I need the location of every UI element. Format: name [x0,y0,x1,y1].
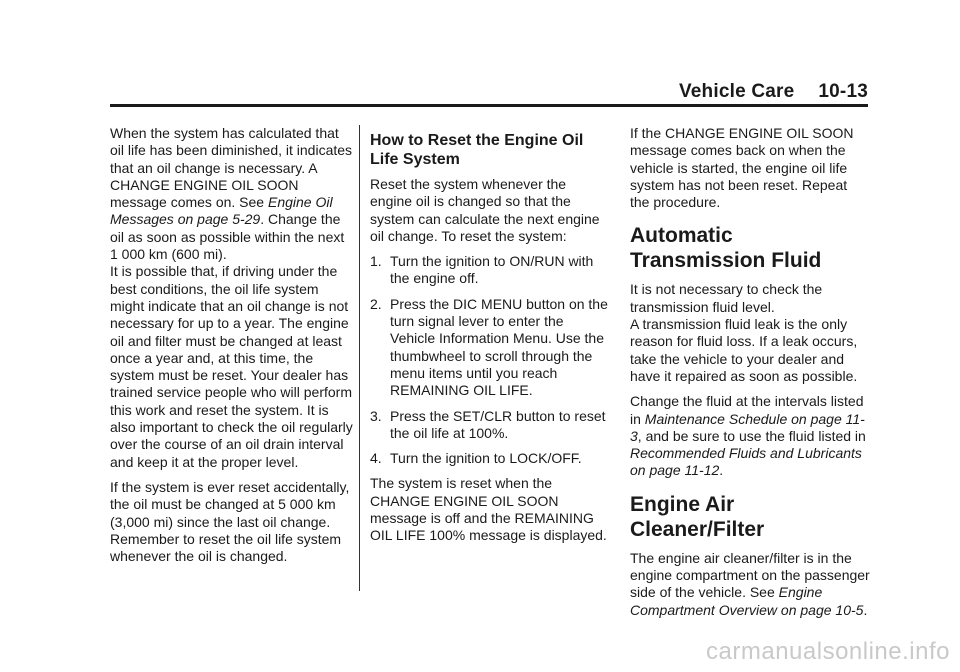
reset-steps-list [370,253,610,467]
step-text: Press the SET/CLR button to reset the oil life at 100%. [390,407,606,441]
heading-reset-oil-life: How to Reset the Engine Oil Life System [370,132,584,168]
column-divider [359,125,360,591]
cross-reference-link[interactable]: Recommended Fluids and Lubricants on page 11-12 [630,445,862,479]
watermark: carmanualsonline.info [706,638,950,665]
paragraph-oil-life-diminished [110,125,354,263]
column-1 [110,125,354,573]
paragraph-best-conditions: It is possible that, if driving under the best conditions, the oil life system might indicate that an oil change is not necessary for up to a year. The engine oil and filter must be changed at least once a year and, at this time, the system must be reset. Your dealer has trained service people who will perform this work and reset the system. It is also important to check the oil regularly over the course of an oil drain interval and keep it at the proper level. [110,263,353,470]
step-number: 2. [370,295,382,312]
text-run: When the system has calculated that oil life has been diminished, it indicates that an oil change is necessary. A CHANGE ENGINE OIL SOON message comes on. See [110,125,353,211]
paragraph-change-fluid [630,393,870,479]
text-run: . [863,601,868,618]
text-run: . [719,462,724,479]
text-run: . Change the oil as soon as possible within the next 1 000 km (600 mi). [110,211,345,263]
column-2 [370,125,610,553]
step-text: Turn the ignition to ON/RUN with the engine off. [390,253,594,287]
paragraph-remember-reset: Remember to reset the oil life system whenever the oil is changed. [110,530,342,565]
list-item [370,408,610,443]
paragraph-reset-accidentally: If the system is ever reset accidentally, the oil must be changed at 5 000 km (3,000 mi) since the last oil change. [110,478,350,530]
text-run: , and be sure to use the fluid listed in [637,427,866,444]
paragraph-no-check-needed: It is not necessary to check the transmission fluid level. [630,281,823,315]
header-rule [110,104,868,107]
paragraph-reset-intro: Reset the system whenever the engine oil is changed so that the system can calculate the next engine oil change. To reset the system: [370,176,600,244]
list-item [370,296,610,400]
text-run: Change the fluid at the intervals listed in [630,393,864,427]
heading-engine-air-cleaner: Engine Air Cleaner/Filter [630,492,765,541]
paragraph-message-returns: If the CHANGE ENGINE OIL SOON message comes back on when the vehicle is started, the engine oil life system has not been reset. Repeat the procedure. [630,125,854,211]
step-number: 1. [370,253,382,270]
step-text: Press the DIC MENU button on the turn signal lever to enter the Vehicle Information Menu. Use the thumbwheel to scroll through the menu items until you reach REMAINING OIL LIFE. [390,295,608,399]
section-title: Vehicle Care [678,81,795,102]
paragraph-air-cleaner-location [630,550,870,619]
step-text: Turn the ignition to LOCK/OFF. [390,450,582,467]
step-number: 3. [370,407,382,424]
running-header [679,81,868,103]
paragraph-reset-complete: The system is reset when the CHANGE ENGINE OIL SOON message is off and the REMAINING OIL LIFE 100% message is displayed. [370,475,607,544]
cross-reference-link[interactable]: Engine Compartment Overview on page 10-5 [630,584,864,618]
paragraph-fluid-leak: A transmission fluid leak is the only reason for fluid loss. If a leak occurs, take the vehicle to your dealer and have it repaired as soon as possible. [630,316,858,384]
step-number: 4. [370,450,382,467]
column-3 [630,125,870,627]
page-header [0,0,960,112]
page-number: 10-13 [818,81,868,102]
heading-automatic-transmission-fluid: Automatic Transmission Fluid [630,224,822,273]
cross-reference-link[interactable]: Maintenance Schedule on page 11-3 [630,410,865,444]
cross-reference-link[interactable]: Engine Oil Messages on page 5-29 [110,194,333,228]
list-item [370,253,610,288]
text-run: The engine air cleaner/filter is in the engine compartment on the passenger side of the vehicle. See [630,549,870,601]
list-item [370,450,610,467]
